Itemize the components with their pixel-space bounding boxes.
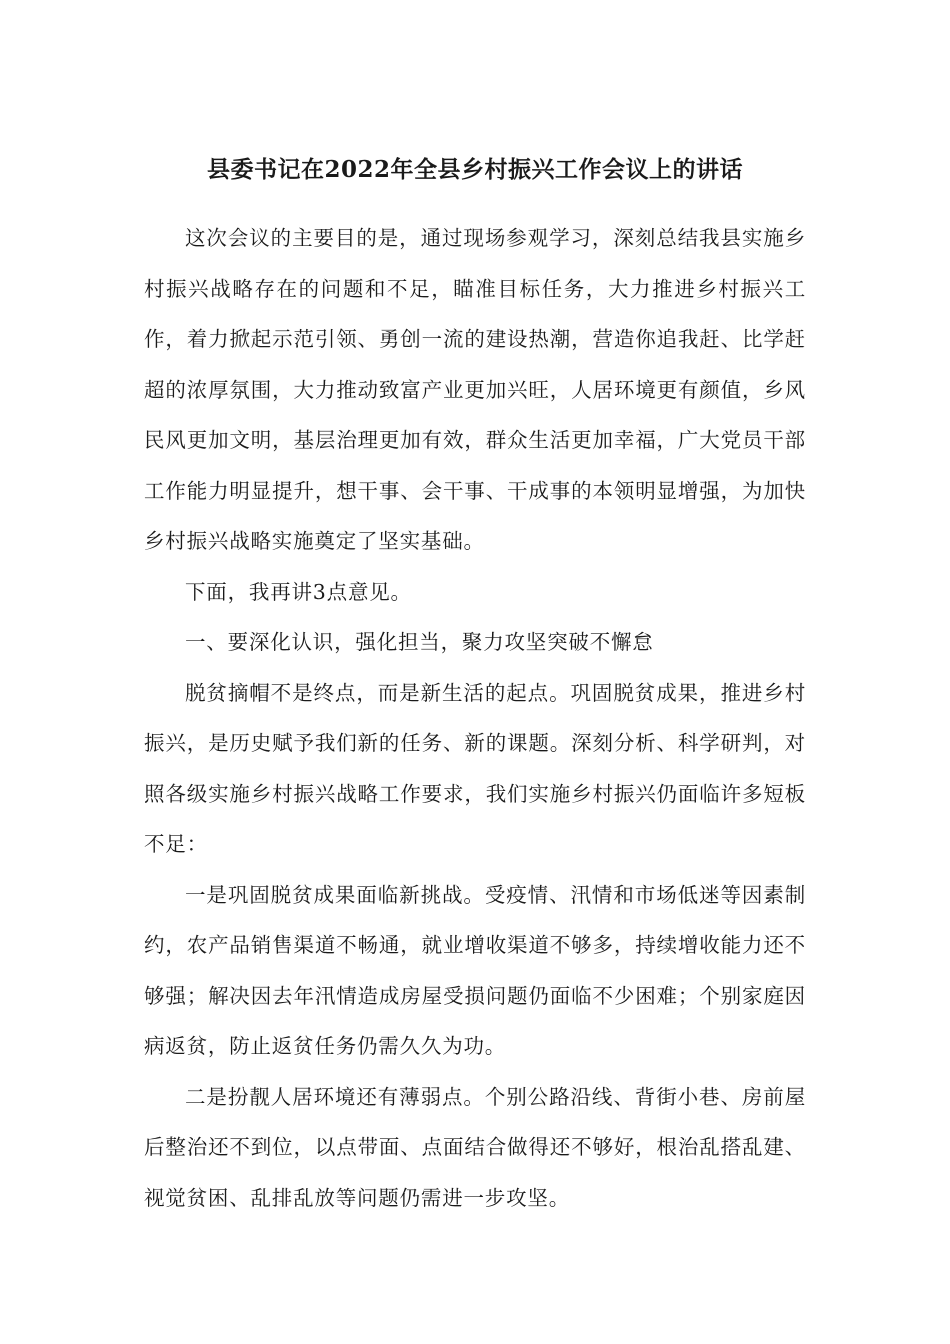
paragraph-section-1-intro: 脱贫摘帽不是终点，而是新生活的起点。巩固脱贫成果，推进乡村振兴，是历史赋予我们新的任务、新的课题。深刻分析、科学研判，对照各级实施乡村振兴战略工作要求，我们实施乡村振兴仍面临许多短板不足： [144,680,806,856]
paragraph-transition: 下面，我再讲3点意见。 [185,579,412,604]
document-title: 县委书记在2022年全县乡村振兴工作会议上的讲话 [206,156,743,183]
paragraph-point-1: 一是巩固脱贫成果面临新挑战。受疫情、汛情和市场低迷等因素制约，农产品销售渠道不畅通，就业增收渠道不够多，持续增收能力还不够强；解决因去年汛情造成房屋受损问题仍面临不少困难；个别家庭因病返贫，防止返贫任务仍需久久为功。 [144,882,806,1058]
paragraph-intro: 这次会议的主要目的是，通过现场参观学习，深刻总结我县实施乡村振兴战略存在的问题和不足，瞄准目标任务，大力推进乡村振兴工作，着力掀起示范引领、勇创一流的建设热潮，营造你追我赶、比学赶超的浓厚氛围，大力推动致富产业更加兴旺，人居环境更有颜值，乡风民风更加文明，基层治理更加有效，群众生活更加幸福，广大党员干部工作能力明显提升，想干事、会干事、干成事的本领明显增强，为加快乡村振兴战略实施奠定了坚实基础。 [144,226,806,553]
section-heading-1: 一、要深化认识，强化担当，聚力攻坚突破不懈怠 [185,630,654,654]
paragraph-point-2: 二是扮靓人居环境还有薄弱点。个别公路沿线、背街小巷、房前屋后整治还不到位，以点带面、点面结合做得还不够好，根治乱搭乱建、视觉贫困、乱排乱放等问题仍需进一步攻坚。 [144,1084,806,1210]
document-body [144,213,806,1223]
